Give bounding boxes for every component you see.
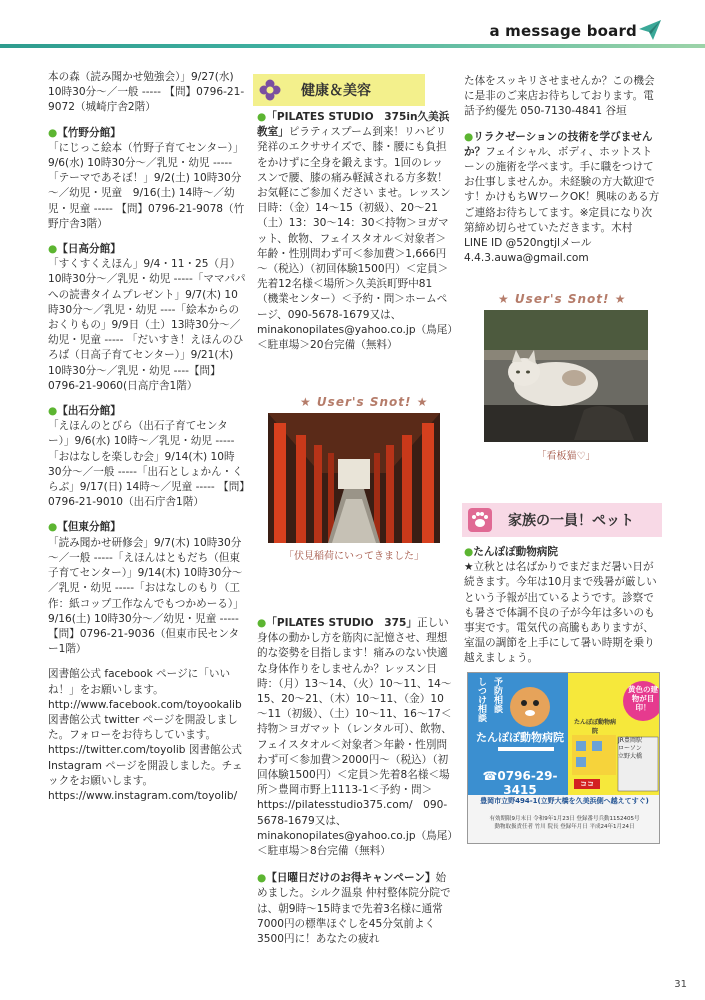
map-here-label: ココ bbox=[580, 780, 594, 788]
cat-photo bbox=[484, 310, 648, 442]
snap-title: ★ User's Snot! ★ bbox=[498, 292, 627, 306]
page-number: 31 bbox=[674, 979, 687, 990]
bullet-dot-icon: ● bbox=[464, 130, 474, 143]
item-body: 始めました。シルク温泉 仲村整体院分院では、朝9時～15時まで先着3名様に通常7000円の標準ほぐしを45分気前よく3500円に！あなたの疲れ bbox=[257, 872, 451, 946]
section-head: 【竹野分館】 bbox=[57, 126, 121, 139]
fine-print-line: 動物取扱責任者 竹川 院長 登録年月日 平成24年1月24日 bbox=[494, 824, 635, 830]
section-label: 家族の一員！ペット bbox=[508, 513, 634, 529]
header-title: a message board bbox=[489, 22, 637, 40]
ad-map bbox=[618, 737, 660, 761]
torii-gate-image bbox=[268, 413, 440, 543]
photo-caption: 「伏見稲荷にいってきました」 bbox=[284, 551, 424, 562]
middle-column-bottom bbox=[257, 616, 453, 947]
section-label: 健康＆美容 bbox=[301, 83, 371, 99]
map-label: JR豊岡駅 bbox=[618, 737, 642, 744]
ad-vertical-left: しつけ相談 bbox=[476, 677, 486, 722]
right-column-bottom bbox=[464, 545, 662, 667]
section-head: 【日高分館】 bbox=[57, 243, 121, 256]
fine-print-line: 有効期限9月末日 令和9年1月23日 登録番号兵動1152405号 bbox=[489, 816, 640, 822]
intro-text: 本の森（読み聞かせ勉強会）」9/27(水) 10時30分～／一般 ----- 【問】0796-21-9072（城崎庁舎2階） bbox=[48, 71, 245, 114]
paw-icon bbox=[468, 508, 492, 532]
bullet-dot-icon: ● bbox=[48, 126, 58, 139]
item-body: ★立秋とは名ばかりでまだまだ暑い日が続きます。今年は10月まで残暑が厳しいという予報が出ているようです。診察でも暑さで体調不良の子が今年は多いのも事実です。電気代の高騰もありますが、室温の調節を上手にして暑い時期を乗り越えましょう。 bbox=[464, 561, 657, 665]
item-head: 「PILATES STUDIO 375」 bbox=[266, 617, 417, 629]
ad-building-sign: たんぽぽ動物病院 bbox=[573, 719, 616, 735]
section-body: 「にじっこ絵本（竹野子育てセンター）」9/6(水) 10時30分～／乳児・幼児 ----- 「テーマであそぼ！」9/2(土) 10時30分～／幼児・児童 9/16(土) 14時～／幼児・児童 ----- 【問】0796-21-9078（竹野庁舎3階） bbox=[48, 141, 245, 230]
bullet-dot-icon: ● bbox=[48, 521, 58, 534]
paper-plane-icon bbox=[639, 20, 661, 40]
ad-fine-print bbox=[470, 815, 659, 831]
footer-text: 図書館公式 facebook ページに「いいね！」をお願いします。http://www.facebook.com/toyookalib 図書館公式 twitter ページを開設しました。フォローをお待ちしています。https://twitter.com/toyolib 図書館公式 Instagram ページを開設しました。チェックをお願いします。https://www.instagram.com/toyolib/ bbox=[48, 668, 243, 802]
section-takeno bbox=[48, 126, 246, 232]
photo-caption: 「看板猫♡」 bbox=[536, 451, 596, 462]
section-head: 【出石分館】 bbox=[57, 405, 121, 418]
header-bar bbox=[0, 44, 705, 48]
ad-vertical-right: 予防相談 bbox=[492, 677, 502, 713]
pet-section-label bbox=[462, 503, 662, 537]
section-body: 「すくすくえほん」9/4・11・25（月）10時30分～／乳児・幼児 -----「ママパパへの読書タイムプレゼント」9/7(木) 10時30分～／乳児・幼児 ----「絵本からのおくりもの」9/9日（土）13時30分～／幼児・児童 ----- 「だいすき！えほんのひろば（日高子育てセンター）」9/21(木) 10時30分～／乳児・幼児 ----【問】0796-21-9060(日高庁舎1階） bbox=[48, 258, 246, 392]
ad-phone: ☎0796-29-3415 bbox=[482, 769, 558, 797]
right-column-top bbox=[464, 74, 662, 266]
left-column bbox=[48, 70, 246, 804]
section-body: 「読み聞かせ研修会」9/7(木) 10時30分～／一般 -----「えほんはともだち（但東子育てセンター）」9/14(木) 10時30分～／乳児・幼児 -----「おはなしのもり（工作：紙コップ工作なんでもつかめーる）」9/16(土) 10時30分～／幼児・児童 ----- 【問】0796-21-9036（但東市民センター1階） bbox=[48, 536, 244, 656]
map-label: ローソン bbox=[618, 745, 642, 752]
item-head: 「PILATES STUDIO 375in久美浜教室」 bbox=[257, 111, 450, 139]
library-social-notice bbox=[48, 667, 246, 804]
bullet-dot-icon: ● bbox=[48, 243, 58, 256]
ad-badge: 黄色の建物が目印！ bbox=[628, 685, 658, 712]
section-izushi bbox=[48, 404, 246, 510]
animal-hospital-ad bbox=[467, 672, 660, 844]
continued-text: た体をスッキリさせませんか？この機会に是非のご来店お待ちしております。電話予約優先 050-7130-4841 谷垣 bbox=[464, 75, 655, 118]
item-head: たんぽぽ動物病院 bbox=[473, 546, 558, 558]
health-beauty-label bbox=[253, 74, 425, 106]
map-label: 立野大橋 bbox=[618, 753, 643, 760]
bullet-dot-icon: ● bbox=[464, 546, 474, 558]
middle-column-top bbox=[257, 110, 453, 353]
section-hidaka bbox=[48, 242, 246, 394]
item-head: リラクゼーションの技術を学びませんか？ bbox=[464, 130, 653, 158]
section-head: 【但東分館】 bbox=[57, 521, 121, 534]
bullet-dot-icon: ● bbox=[257, 111, 267, 123]
ad-address: 豊岡市立野494-1(立野大橋を久美浜側へ越えてすぐ) bbox=[480, 797, 649, 805]
page-header bbox=[0, 0, 705, 56]
bullet-dot-icon: ● bbox=[257, 872, 267, 885]
item-body: ピラティスプーム到来！リハビリ発祥のエクササイズで、膝・腰にも負担をかけずに全身を鍛えます。1回のレッスンで腰、膝の痛み軽減される方多数！お気軽にご参加ください ませ。レッスン日時：（金）14～15（初級）、20～21（土）13：30～14：30＜持物＞ヨガマット、飲物、フェイスタオル＜対象者＞年齢・性別問わず可＜参加費＞1,666円～（税込）（初回体験1500円）＜定員＞先着12名様＜場所＞久美浜町野中81（機業センター）＜予約・問＞ホームページ、090-5678-1679又は、minakonopilates@yahoo.co.jp（鳥尾）＜駐車場＞20台完備（無料） bbox=[257, 126, 453, 352]
torii-photo bbox=[268, 413, 440, 543]
bullet-dot-icon: ● bbox=[48, 405, 58, 418]
item-head: 【日曜日だけのお得キャンペーン】 bbox=[266, 872, 436, 885]
section-body: 「えほんのとびら（出石子育てセンター）」9/6(水) 10時～／乳児・幼児 -----「おはなしを楽しむ会」9/14(木) 10時30分～／一般 -----「出石としょかん・くらぶ」9/17(日) 14時～／児童 ----- 【問】0796-21-9010（出石庁舎1階） bbox=[48, 420, 245, 509]
item-body: 正しい身体の動かし方を筋肉に記憶させ、理想的な姿勢を目指します！痛みのない快適な身体作りをしませんか？レッスン日時：（月）13～14、（火）10～11、14～15、20～21、（木）10～11、（金）10～11（初級）、（土）10～11、16～17＜持物＞ヨガマット（レンタル可）、飲物、フェイスタオル＜対象者＞年齢・性別問わず可＜参加費＞2000円～（税込）（初回体験1500円）＜定員＞先着8名様＜場所＞豊岡市野上1113-1＜予約・問＞https://pilatesstudio375.com/ 090-5678-1679又は、minakonopilates@yahoo.co.jp（鳥尾）＜駐車場＞8台完備（無料） bbox=[257, 617, 453, 858]
ad-name-band: たんぽぽ動物病院 bbox=[476, 731, 564, 744]
item-body: フェイシャル、ボディ、ホットストーンの施術を学べます。手に職をつけてお仕事しませんか。未経験の方大歓迎です！かけもちWワークOK！興味のある方ご連絡お待ちしてます。※定員になり次第締め切らせていただきます。木村 LINE ID @520ngtjlメール 4.4.3.auwa@gmail.com bbox=[464, 145, 660, 265]
bullet-dot-icon: ● bbox=[257, 617, 267, 629]
cat-image bbox=[484, 310, 648, 442]
section-tanto bbox=[48, 520, 246, 657]
flower-icon bbox=[259, 79, 281, 101]
snap-title: ★ User's Snot! ★ bbox=[300, 395, 429, 409]
